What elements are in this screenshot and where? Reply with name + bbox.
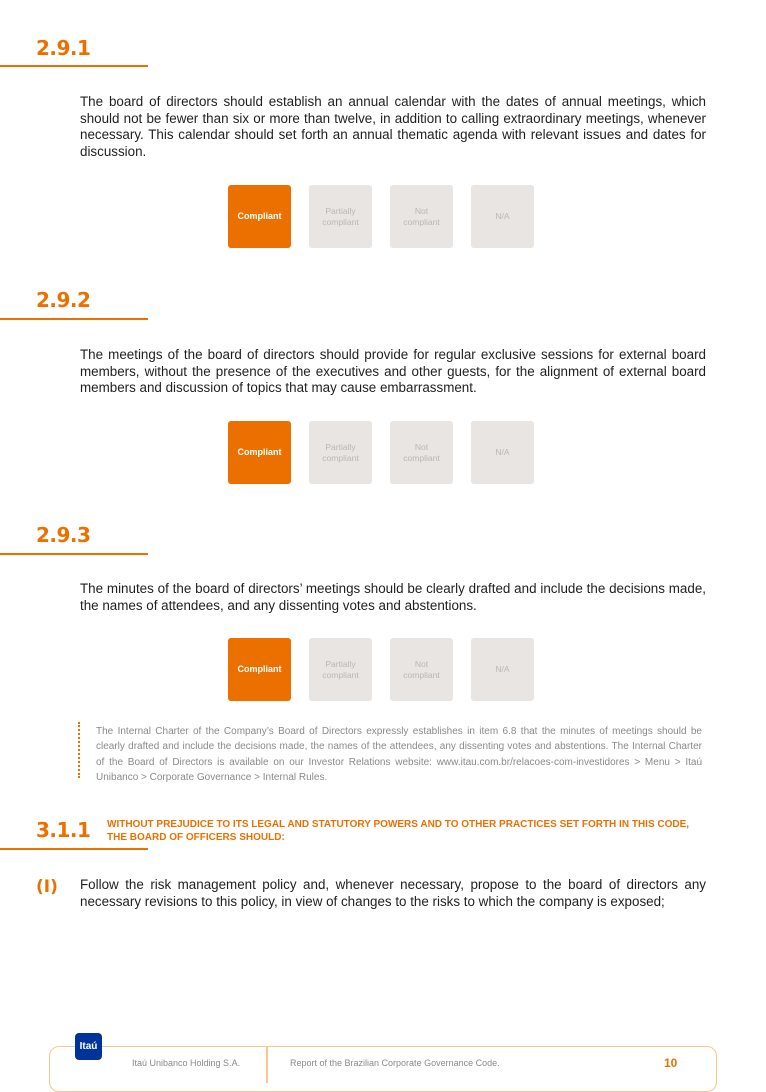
section-underline <box>0 65 148 67</box>
compliance-status-group <box>228 638 534 701</box>
section-text: The meetings of the board of directors should provide for regular exclusive sessions for external board members, without the presence of the executives and other guests, for the alignment of external board members and discussion of topics that may cause embarrassment. <box>80 347 706 395</box>
status-partially-compliant: Partially compliant <box>309 638 372 701</box>
status-not-compliant: Not compliant <box>390 185 453 248</box>
section-underline <box>0 318 148 320</box>
status-compliant: Compliant <box>228 421 291 484</box>
footer-divider <box>266 1046 268 1083</box>
item-label: (I) <box>36 877 58 897</box>
status-partially-compliant: Partially compliant <box>309 421 372 484</box>
status-compliant: Compliant <box>228 185 291 248</box>
status-na: N/A <box>471 421 534 484</box>
status-compliant: Compliant <box>228 638 291 701</box>
note-marker <box>78 722 80 778</box>
section-title: WITHOUT PREJUDICE TO ITS LEGAL AND STATUTORY POWERS AND TO OTHER PRACTICES SET FORTH IN THIS CODE, THE BOARD OF OFFICERS SHOULD: <box>107 819 690 843</box>
section-number: 2.9.1 <box>36 36 91 60</box>
item-text: Follow the risk management policy and, whenever necessary, propose to the board of directors any necessary revisions to this policy, in view of changes to the risks to which the company is exposed; <box>80 877 706 909</box>
footer-report-title: Report of the Brazilian Corporate Governance Code. <box>290 1058 500 1068</box>
compliance-status-group <box>228 185 534 248</box>
section-number: 3.1.1 <box>36 818 91 842</box>
status-na: N/A <box>471 185 534 248</box>
itau-logo: Itaú <box>75 1033 102 1060</box>
section-number: 2.9.2 <box>36 288 91 312</box>
section-text: The minutes of the board of directors’ meetings should be clearly drafted and include the decisions made, the names of attendees, and any dissenting votes and abstentions. <box>80 581 706 613</box>
status-na: N/A <box>471 638 534 701</box>
section-underline <box>0 553 148 555</box>
status-not-compliant: Not compliant <box>390 421 453 484</box>
status-partially-compliant: Partially compliant <box>309 185 372 248</box>
page-number: 10 <box>664 1056 678 1070</box>
status-not-compliant: Not compliant <box>390 638 453 701</box>
footer <box>49 1046 717 1092</box>
section-text: The board of directors should establish an annual calendar with the dates of annual meetings, which should not be fewer than six or more than twelve, in addition to calling extraordinary meetings, whenever necessary. This calendar should set forth an annual thematic agenda with relevant issues and dates for discussion. <box>80 94 706 159</box>
section-underline <box>0 848 148 850</box>
compliance-status-group <box>228 421 534 484</box>
section-number: 2.9.3 <box>36 523 91 547</box>
footer-company: Itaú Unibanco Holding S.A. <box>132 1058 241 1068</box>
section-note: The Internal Charter of the Company’s Board of Directors expressly establishes in item 6.8 that the minutes of meetings should be clearly drafted and include the decisions made, the names of the attendees, any dissenting votes and abstentions. The Internal Charter of the Board of Directors is available on our Investor Relations website: www.itau.com.br/relacoes-com-investidores > Menu > Itaú Unibanco > Corporate Governance > Internal Rules. <box>96 726 702 783</box>
